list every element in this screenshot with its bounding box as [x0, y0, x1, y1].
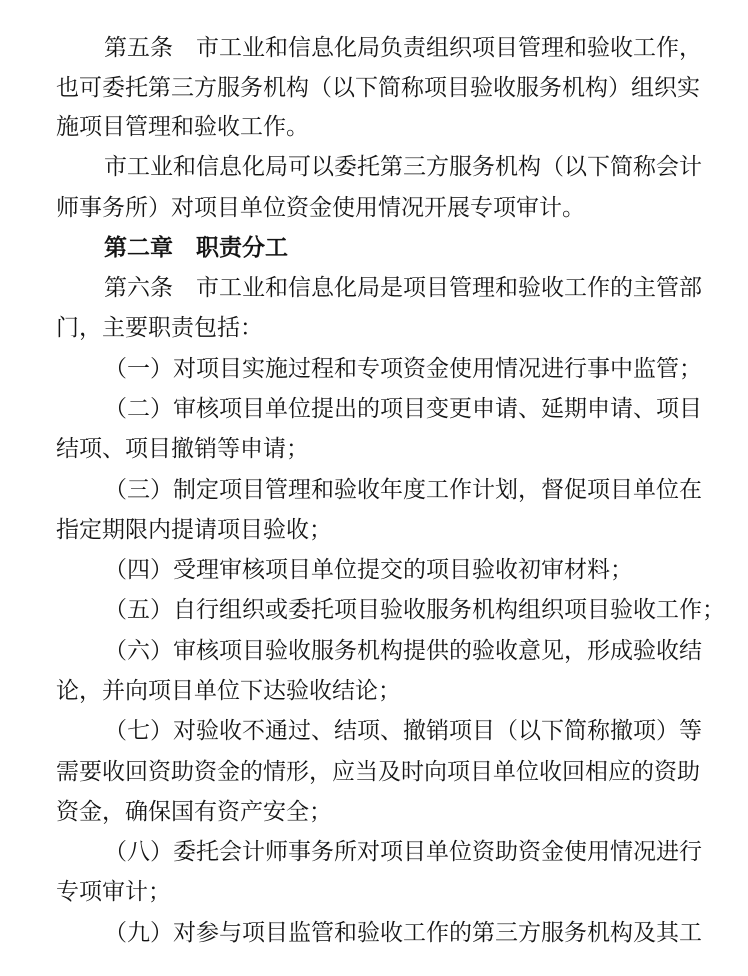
item-6-line-1: （六）审核项目验收服务机构提供的验收意见，形成验收结	[104, 638, 702, 664]
item-4-line-1: （四）受理审核项目单位提交的项目验收初审材料；	[104, 557, 633, 583]
item-7-line-1: （七）对验收不通过、结项、撤销项目（以下简称撤项）等	[104, 718, 702, 744]
article-5-para-2-line-2: 师事务所）对项目单位资金使用情况开展专项审计。	[56, 195, 585, 221]
item-2-line-2: 结项、项目撤销等申请；	[56, 436, 309, 462]
item-8-line-1: （八）委托会计师事务所对项目单位资助资金使用情况进行	[104, 839, 702, 865]
item-7-line-2: 需要收回资助资金的情形，应当及时向项目单位收回相应的资助	[56, 759, 700, 785]
item-9-line-1: （九）对参与项目监管和验收工作的第三方服务机构及其工	[104, 920, 702, 946]
item-7-line-3: 资金，确保国有资产安全；	[56, 799, 332, 825]
chapter-2-heading: 第二章 职责分工	[104, 235, 288, 261]
item-3-line-2: 指定期限内提请项目验收；	[56, 517, 332, 543]
article-5-line-3: 施项目管理和验收工作。	[56, 114, 309, 140]
item-2-line-1: （二）审核项目单位提出的项目变更申请、延期申请、项目	[104, 396, 702, 422]
article-6-line-1: 第六条 市工业和信息化局是项目管理和验收工作的主管部	[104, 275, 702, 301]
article-5-para-2-line-1: 市工业和信息化局可以委托第三方服务机构（以下简称会计	[104, 154, 702, 180]
item-5-line-1: （五）自行组织或委托项目验收服务机构组织项目验收工作；	[104, 597, 725, 623]
item-8-line-2: 专项审计；	[56, 879, 171, 905]
article-5-line-1: 第五条 市工业和信息化局负责组织项目管理和验收工作，	[104, 35, 702, 61]
item-1-line-1: （一）对项目实施过程和专项资金使用情况进行事中监管；	[104, 356, 702, 382]
item-6-line-2: 论，并向项目单位下达验收结论；	[56, 678, 401, 704]
article-5-line-2: 也可委托第三方服务机构（以下简称项目验收服务机构）组织实	[56, 75, 700, 101]
item-3-line-1: （三）制定项目管理和验收年度工作计划，督促项目单位在	[104, 477, 702, 503]
article-6-line-2: 门，主要职责包括：	[56, 315, 263, 341]
